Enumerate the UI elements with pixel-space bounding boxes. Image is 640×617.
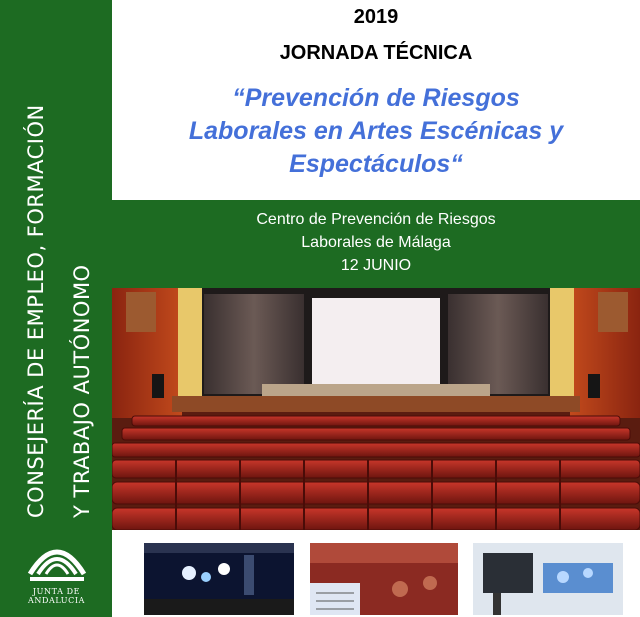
event-date: 12 JUNIO bbox=[340, 257, 412, 274]
junta-logo bbox=[8, 532, 105, 609]
theme-line-3: Espectáculos“ bbox=[289, 150, 463, 178]
ministry-name-line-2: Y TRABAJO AUTÓNOMO bbox=[70, 264, 94, 518]
header bbox=[112, 0, 640, 200]
event-year: 2019 bbox=[353, 6, 399, 28]
junta-de-andalucia-emblem-icon bbox=[26, 534, 88, 586]
tv-studio-photo bbox=[473, 543, 623, 615]
venue-line-2: Laborales de Málaga bbox=[301, 234, 451, 251]
logo-label: JUNTA DE ANDALUCIA bbox=[27, 587, 86, 605]
theme-line-1: “Prevención de Riesgos bbox=[232, 84, 520, 112]
theater-photo bbox=[112, 288, 640, 530]
thumbnail-strip bbox=[112, 530, 640, 617]
musicians-photo bbox=[310, 543, 458, 615]
venue-line-1: Centro de Prevención de Riesgos bbox=[256, 211, 496, 228]
venue-band bbox=[112, 200, 640, 288]
theme-line-2: Laborales en Artes Escénicas y bbox=[188, 117, 564, 145]
event-theme bbox=[112, 82, 640, 181]
concert-stage-photo bbox=[144, 543, 294, 615]
sidebar bbox=[0, 0, 112, 617]
event-type: JORNADA TÉCNICA bbox=[279, 42, 473, 64]
theater-illustration bbox=[112, 288, 640, 530]
ministry-name-line-1: CONSEJERÍA DE EMPLEO, FORMACIÓN bbox=[24, 104, 48, 518]
sidebar-vertical-text bbox=[0, 0, 112, 530]
